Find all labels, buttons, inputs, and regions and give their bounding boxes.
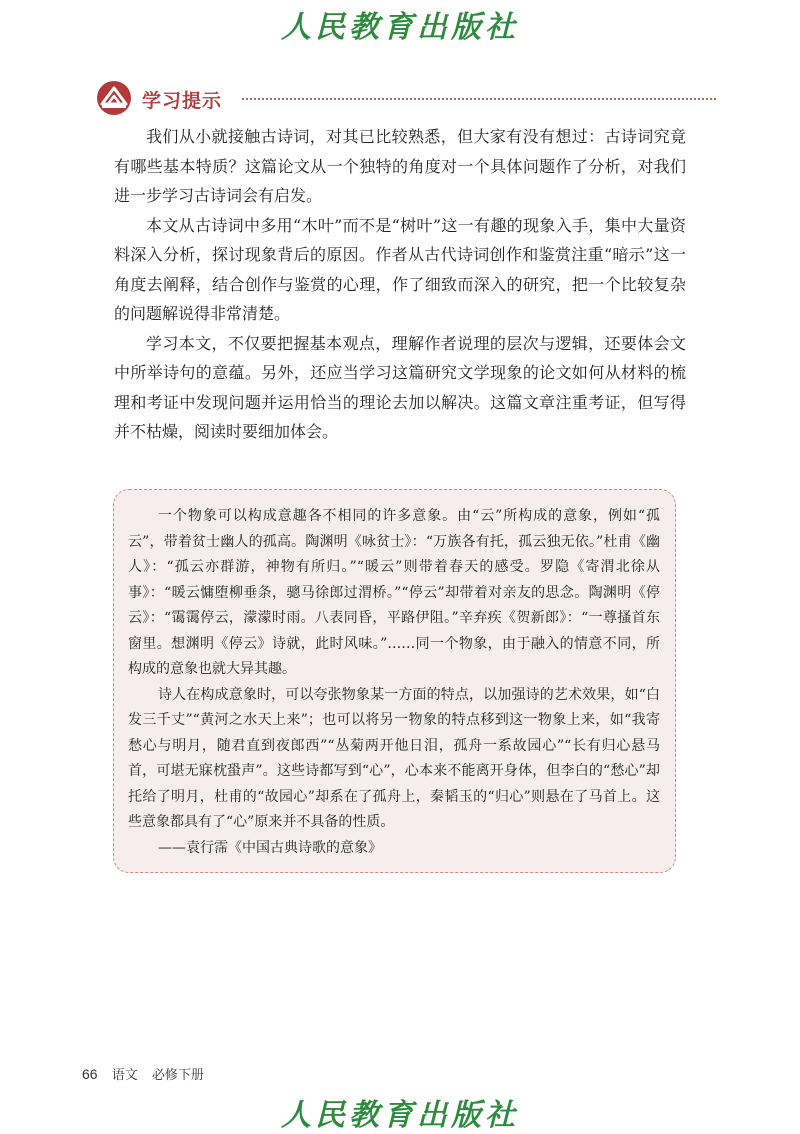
dotted-divider [242, 98, 716, 100]
page-number: 66 [82, 1066, 98, 1082]
publisher-watermark-bottom: 人民教育出版社 [281, 1098, 519, 1133]
page-footer [82, 1064, 204, 1083]
quote-paragraph: 诗人在构成意象时，可以夸张物象某一方面的特点，以加强诗的艺术效果，如“白发三千丈”“黄河之水天上来”；也可以将另一物象的特点移到这一物象上来，如“我寄愁心与明月，随君直到夜郎西”“丛菊两开他日泪，孤舟一系故园心”“长有归心悬马首，可堪无寐枕蛩声”。这些诗都写到“心”，心本来不能离开身体，但李白的“愁心”却托给了明月，杜甫的“故园心”却系在了孤舟上，秦韬玉的“归心”则悬在了马首上。这些意象都具有了“心”原来并不具备的性质。 [128, 686, 660, 830]
section-title: 学习提示 [142, 90, 223, 112]
quote-text [128, 504, 660, 861]
book-title: 语文 [111, 1068, 138, 1083]
book-volume: 必修下册 [151, 1068, 204, 1083]
quote-source: ——袁行霈《中国古典诗歌的意象》 [158, 839, 382, 856]
quote-box [113, 489, 676, 873]
intro-paragraph: 我们从小就接触古诗词，对其已比较熟悉，但大家有没有想过：古诗词究竟有哪些基本特质？这篇论文从一个独特的角度对一个具体问题作了分析，对我们进一步学习古诗词会有启发。 [114, 127, 686, 205]
quote-paragraph: 一个物象可以构成意趣各不相同的许多意象。由“云”所构成的意象，例如“孤云”，带着贫士幽人的孤高。陶渊明《咏贫士》：“万族各有托，孤云独无依。”杜甫《幽人》：“孤云亦群游，神物有所归。”“暖云”则带着春天的感受。罗隐《寄渭北徐从事》：“暖云慵堕柳垂条，骢马徐郎过渭桥。”“停云”却带着对亲友的思念。陶渊明《停云》：“霭霭停云，濛濛时雨。八表同昏，平路伊阻。”辛弃疾《贺新郎》：“一尊搔首东窗里。想渊明《停云》诗就，此时风味。”……同一个物象，由于融入的情意不同，所构成的意象也就大异其趣。 [128, 508, 660, 677]
publisher-watermark-top: 人民教育出版社 [281, 10, 519, 45]
section-header [96, 80, 716, 116]
intro-text [114, 122, 686, 447]
study-tips-icon [96, 80, 132, 116]
intro-paragraph: 学习本文，不仅要把握基本观点，理解作者说理的层次与逻辑，还要体会文中所举诗句的意蕴。另外，还应当学习这篇研究文学现象的论文如何从材料的梳理和考证中发现问题并运用恰当的理论去加以解决。这篇文章注重考证，但写得并不枯燥，阅读时要细加体会。 [114, 333, 686, 441]
intro-paragraph: 本文从古诗词中多用“木叶”而不是“树叶”这一有趣的现象入手，集中大量资料深入分析，探讨现象背后的原因。作者从古代诗词创作和鉴赏注重“暗示”这一角度去阐释，结合创作与鉴赏的心理，作了细致而深入的研究，把一个比较复杂的问题解说得非常清楚。 [114, 215, 686, 323]
